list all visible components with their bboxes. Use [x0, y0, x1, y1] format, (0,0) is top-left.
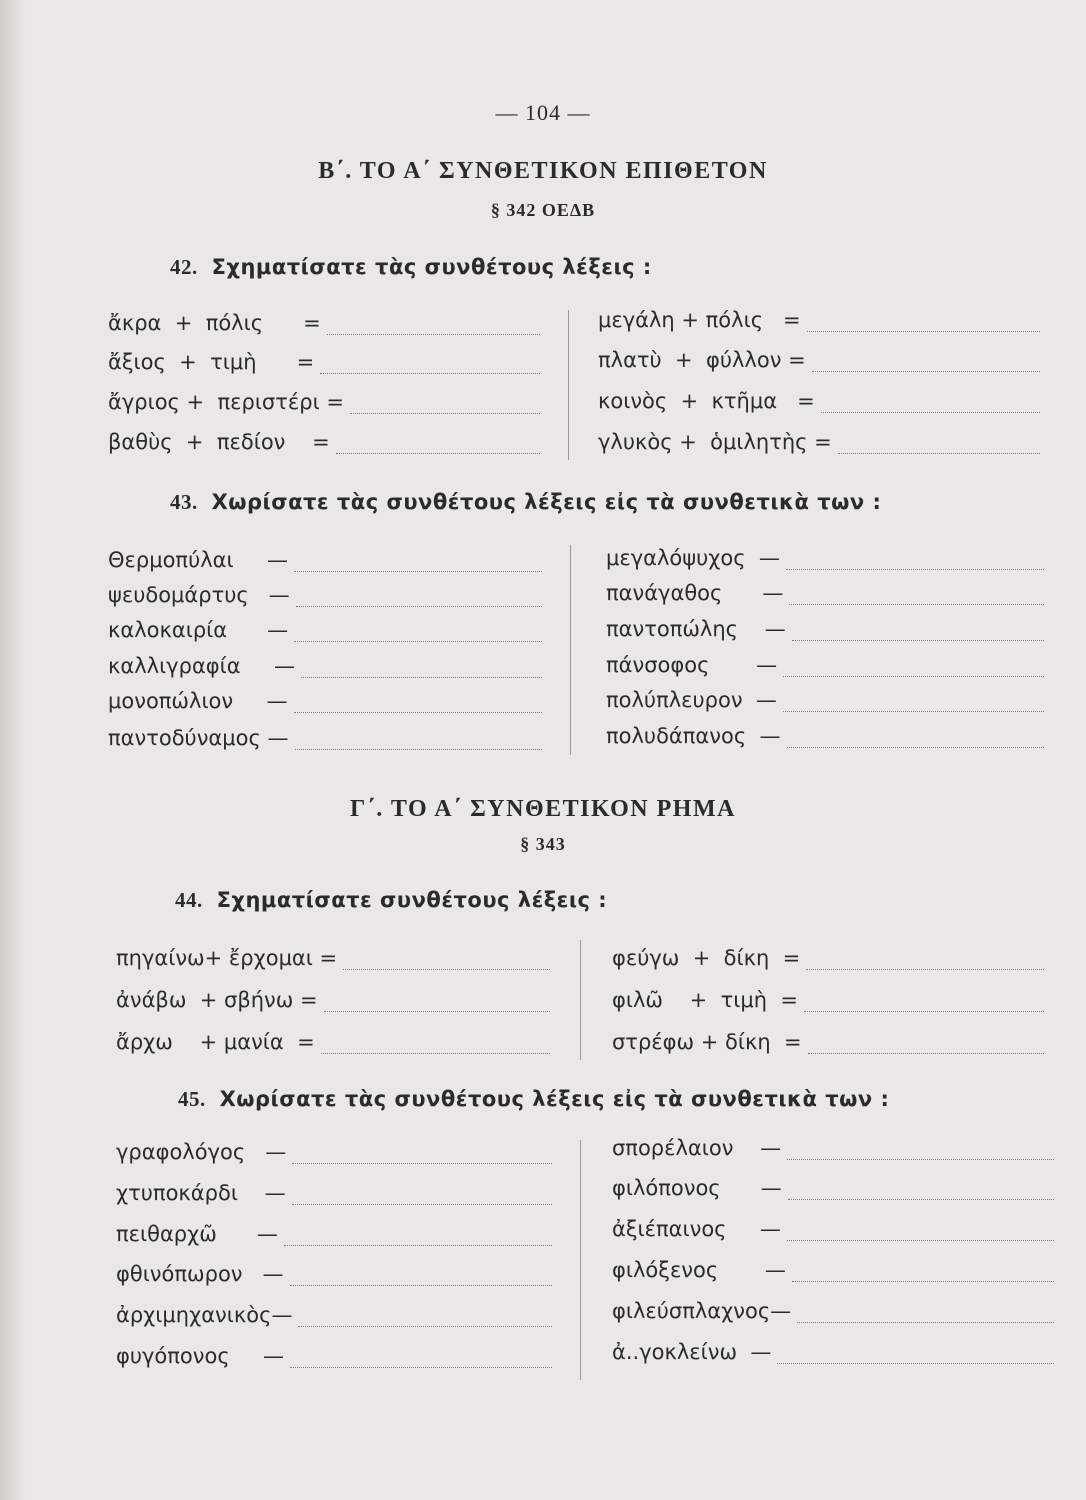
page-spine-shadow [0, 0, 26, 1500]
ex43-left-row [108, 648, 542, 678]
ex43-right-row [606, 611, 1044, 641]
answer-blank[interactable] [294, 690, 542, 713]
ex44-right-row [612, 940, 1044, 970]
answer-blank[interactable] [792, 618, 1044, 641]
ex45-left-label: φυγόπονος — [116, 1344, 285, 1368]
ex45-left-row [116, 1338, 552, 1368]
ex44-right-label: φιλῶ + τιμὴ = [612, 988, 798, 1012]
answer-blank[interactable] [789, 582, 1044, 605]
answer-blank[interactable] [787, 1137, 1054, 1160]
answer-blank[interactable] [290, 1345, 552, 1368]
ex43-left-label: παντοδύναμος — [108, 726, 289, 750]
ex44-right-label: στρέφω + δίκη = [612, 1030, 802, 1054]
column-divider [580, 940, 581, 1060]
answer-blank[interactable] [284, 1223, 552, 1246]
exercise-43-heading [170, 490, 881, 515]
ex43-right-label: πανάγαθος — [606, 581, 784, 605]
ex43-left-row [108, 612, 542, 642]
ex45-right-label: φιλόπονος — [612, 1176, 782, 1200]
exercise-45-instruction: Χωρίσατε τὰς συνθέτους λέξεις εἰς τὰ συνθετικὰ των : [219, 1087, 890, 1111]
ex42-left-label: ἄγριος + περιστέρι = [108, 390, 344, 414]
ex45-right-row [612, 1293, 1054, 1323]
ex45-left-label: πειθαρχῶ — [116, 1222, 278, 1246]
ex43-left-label: Θερμοπύλαι — [108, 548, 288, 572]
ex45-right-row [612, 1211, 1054, 1241]
ex43-right-row [606, 540, 1044, 570]
ex45-left-row [116, 1297, 552, 1327]
ex45-left-row [116, 1175, 552, 1205]
answer-blank[interactable] [783, 654, 1044, 677]
answer-blank[interactable] [292, 1141, 552, 1164]
ex43-left-label: καλοκαιρία — [108, 618, 289, 642]
column-divider [570, 545, 571, 755]
answer-blank[interactable] [804, 989, 1044, 1012]
ex43-right-row [606, 682, 1044, 712]
ex43-left-row [108, 720, 542, 750]
ex43-right-label: πολυδάπανος — [606, 724, 781, 748]
ex44-left-row [116, 940, 550, 970]
column-divider [568, 310, 569, 460]
ex43-right-label: παντοπώλης — [606, 617, 786, 641]
ex45-right-label: φιλόξενος — [612, 1258, 786, 1282]
ex42-left-label: βαθὺς + πεδίον = [108, 430, 330, 454]
ex45-right-row [612, 1170, 1054, 1200]
section-c-title: Γ΄. ΤΟ Α΄ ΣΥΝΘΕΤΙΚΟΝ ΡΗΜΑ [350, 796, 736, 822]
exercise-45-number: 45. [178, 1087, 206, 1111]
answer-blank[interactable] [290, 1263, 552, 1286]
ex45-left-label: γραφολόγος — [116, 1140, 287, 1164]
answer-blank[interactable] [324, 989, 550, 1012]
answer-blank[interactable] [296, 584, 542, 607]
answer-blank[interactable] [321, 1031, 550, 1054]
exercise-43-number: 43. [170, 490, 198, 514]
ex44-right-row [612, 1024, 1044, 1054]
answer-blank[interactable] [336, 431, 540, 454]
ex42-left-label: ἄκρα + πόλις = [108, 311, 321, 335]
answer-blank[interactable] [777, 1341, 1054, 1364]
ex45-right-label: φιλεύσπλαχνος— [612, 1299, 792, 1323]
exercise-42-number: 42. [170, 255, 198, 279]
section-b-subtitle: § 342 ΟΕΔΒ [490, 200, 596, 220]
answer-blank[interactable] [797, 1300, 1054, 1323]
ex43-left-row [108, 577, 542, 607]
answer-blank[interactable] [821, 390, 1040, 413]
answer-blank[interactable] [838, 431, 1040, 454]
ex42-left-row [108, 424, 540, 454]
ex45-left-label: φθινόπωρον — [116, 1262, 284, 1286]
exercise-44-heading [175, 888, 607, 913]
ex42-right-label: πλατὺ + φύλλον = [598, 348, 806, 372]
ex43-right-row [606, 647, 1044, 677]
answer-blank[interactable] [788, 1177, 1054, 1200]
ex45-right-label: σπορέλαιον — [612, 1136, 782, 1160]
answer-blank[interactable] [783, 689, 1044, 712]
ex42-right-label: κοινὸς + κτῆμα = [598, 389, 815, 413]
answer-blank[interactable] [787, 1218, 1054, 1241]
ex42-left-row [108, 384, 540, 414]
ex42-left-row [108, 344, 540, 374]
ex44-left-label: πηγαίνω+ ἔρχομαι = [116, 946, 338, 970]
answer-blank[interactable] [320, 351, 540, 374]
exercise-44-instruction: Σχηματίσατε συνθέτους λέξεις : [216, 888, 608, 912]
ex43-left-label: καλλιγραφία — [108, 654, 295, 678]
exercise-45-heading [178, 1087, 889, 1112]
answer-blank[interactable] [786, 547, 1044, 570]
page-number: — 104 — [495, 100, 591, 125]
ex42-left-row [108, 305, 540, 335]
exercise-42-instruction: Σχηματίσατε τὰς συνθέτους λέξεις : [211, 255, 652, 279]
exercise-44-number: 44. [175, 888, 203, 912]
ex43-left-label: ψευδομάρτυς — [108, 583, 290, 607]
section-b-title: Β΄. ΤΟ Α΄ ΣΥΝΘΕΤΙΚΟΝ ΕΠΙΘΕΤΟΝ [318, 158, 768, 184]
answer-blank[interactable] [295, 727, 543, 750]
ex45-left-label: χτυποκάρδι — [116, 1181, 286, 1205]
ex45-right-row [612, 1334, 1054, 1364]
answer-blank[interactable] [807, 309, 1040, 332]
exercise-42-heading [170, 255, 652, 280]
ex43-left-row [108, 542, 542, 572]
column-divider [580, 1140, 581, 1380]
ex45-left-row [116, 1256, 552, 1286]
ex45-right-row [612, 1252, 1054, 1282]
ex43-left-row [108, 683, 542, 713]
answer-blank[interactable] [327, 312, 540, 335]
ex42-left-label: ἄξιος + τιμὴ = [108, 350, 315, 374]
ex45-right-label: ἀ..γοκλείνω — [612, 1340, 772, 1364]
answer-blank[interactable] [350, 391, 540, 414]
ex44-right-label: φεύγω + δίκη = [612, 946, 801, 970]
answer-blank[interactable] [294, 549, 542, 572]
answer-blank[interactable] [808, 1031, 1044, 1054]
ex43-right-label: μεγαλόψυχος — [606, 546, 780, 570]
ex43-right-row [606, 718, 1044, 748]
section-c-subtitle: § 343 [520, 834, 566, 854]
ex43-left-label: μονοπώλιον — [108, 689, 288, 713]
ex43-right-label: πολύπλευρον — [606, 688, 777, 712]
answer-blank[interactable] [787, 725, 1044, 748]
answer-blank[interactable] [806, 947, 1044, 970]
ex42-right-row [598, 302, 1040, 332]
ex45-left-label: ἀρχιμηχανικὸς— [116, 1303, 293, 1327]
answer-blank[interactable] [292, 1182, 552, 1205]
ex44-right-row [612, 982, 1044, 1012]
ex43-right-label: πάνσοφος — [606, 653, 778, 677]
ex42-right-label: μεγάλη + πόλις = [598, 308, 801, 332]
exercise-43-instruction: Χωρίσατε τὰς συνθέτους λέξεις εἰς τὰ συνθετικὰ των : [211, 490, 882, 514]
answer-blank[interactable] [298, 1304, 552, 1327]
ex44-left-label: ἀνάβω + σβήνω = [116, 988, 318, 1012]
ex45-left-row [116, 1216, 552, 1246]
answer-blank[interactable] [812, 349, 1040, 372]
ex44-left-label: ἄρχω + μανία = [116, 1030, 315, 1054]
ex42-right-row [598, 342, 1040, 372]
ex44-left-row [116, 1024, 550, 1054]
ex44-left-row [116, 982, 550, 1012]
answer-blank[interactable] [343, 947, 550, 970]
answer-blank[interactable] [792, 1259, 1054, 1282]
ex43-right-row [606, 575, 1044, 605]
ex45-left-row [116, 1134, 552, 1164]
ex42-right-row [598, 424, 1040, 454]
ex42-right-row [598, 383, 1040, 413]
ex45-right-row [612, 1130, 1054, 1160]
ex45-right-label: ἀξιέπαινος — [612, 1217, 781, 1241]
answer-blank[interactable] [294, 619, 542, 642]
ex42-right-label: γλυκὸς + ὁμιλητὴς = [598, 430, 832, 454]
answer-blank[interactable] [301, 655, 542, 678]
